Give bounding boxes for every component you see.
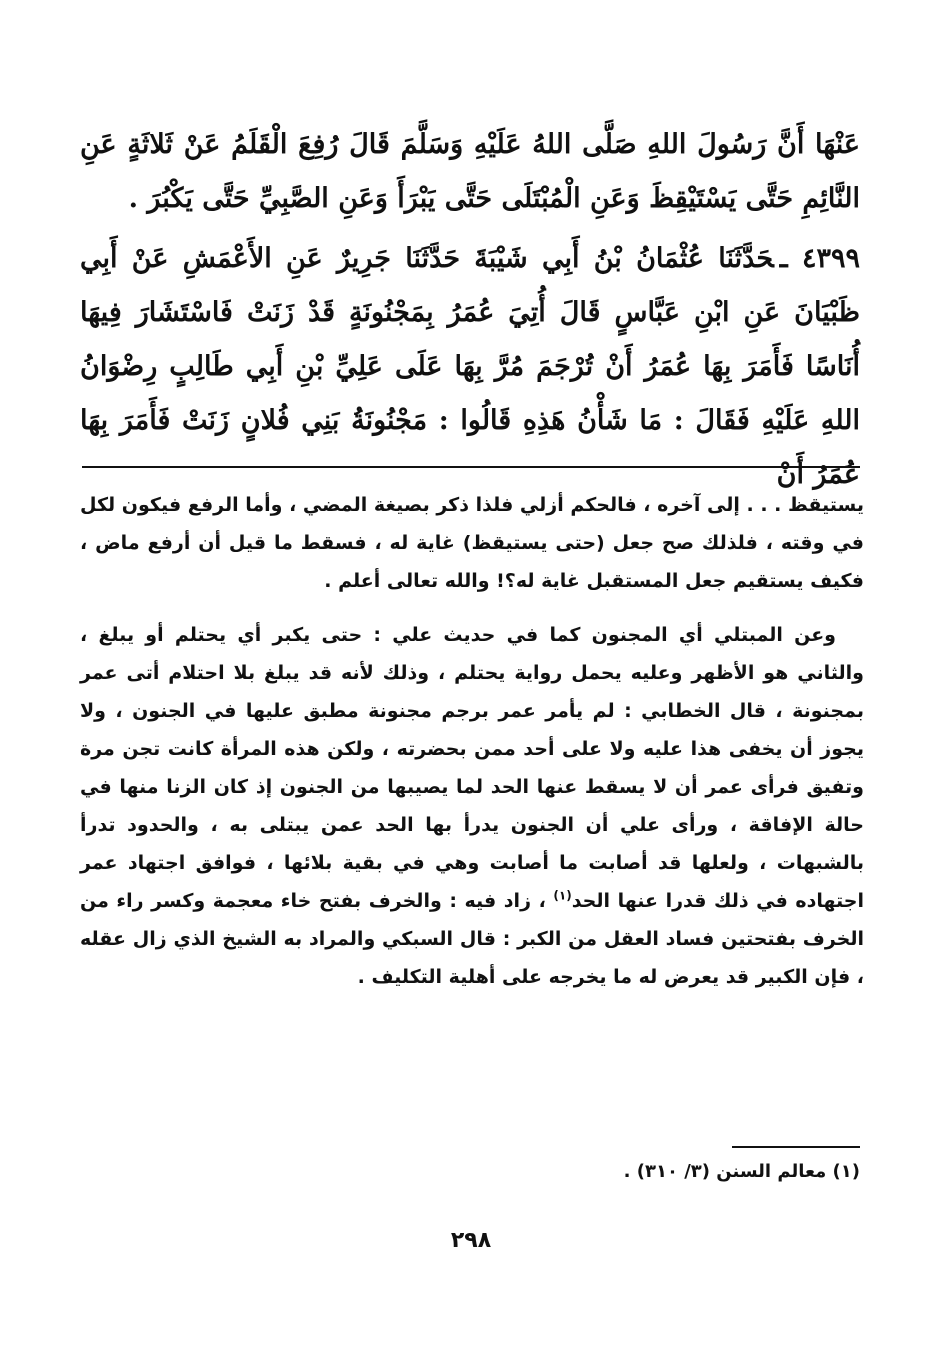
footnote-separator-line: [732, 1146, 860, 1148]
commentary-text: [80, 486, 864, 996]
footnote-reference: (١): [553, 888, 572, 903]
hadith-paragraph-2-text: حَدَّثَنَا عُثْمَانُ بْنُ أَبِي شَيْبَةَ حَدَّثَنَا جَرِيرٌ عَنِ الأَعْمَشِ عَنْ أَبِي ظَبْيَانَ عَنِ ابْنِ عَبَّاسٍ قَالَ أُتِيَ عُمَرُ بِمَجْنُونَةٍ قَدْ زَنَتْ فَاسْتَشَارَ فِيهَا أُنَاسًا فَأَمَرَ بِهَا عُمَرُ أَنْ تُرْجَمَ مُرَّ بِهَا عَلَى عَلِيِّ بْنِ أَبِي طَالِبٍ رِضْوَانُ اللهِ عَلَيْهِ فَقَالَ : مَا شَأْنُ هَذِهِ قَالُوا : مَجْنُونَةُ بَنِي فُلانٍ زَنَتْ فَأَمَرَ بِهَا عُمَرُ أَنْ: [80, 243, 860, 490]
hadith-paragraph-2: [80, 232, 860, 502]
page-number: ٢٩٨: [450, 1228, 492, 1253]
commentary-paragraph-2-part-1: وعن المبتلي أي المجنون كما في حديث علي : حتى يكبر أي يحتلم أو يبلغ ، والثاني هو الأظهر وعليه يحمل رواية يحتلم ، وذلك لأنه قد يبلغ بلا احتلام أتى عمر بمجنونة ، قال الخطابي : لم يأمر عمر برجم مجنونة مطبق عليها في الجنون ، ولا يجوز أن يخفى هذا عليه ولا على أحد ممن بحضرته ، ولكن هذه المرأة كانت تجن مرة وتفيق فرأى عمر أن لا يسقط عنها الحد لما يصيبها من الجنون إذ كان الزنا منها في حالة الإفاقة ، ورأى علي أن الجنون يدرأ بها الحد عمن يبتلى به ، والحدود تدرأ بالشبهات ، ولعلها قد أصابت ما أصابت وهي في بقية بلائها ، فوافق اجتهاد عمر اجتهاده في ذلك قدرا عنها الحد: [80, 624, 865, 912]
hadith-main-text: [80, 118, 860, 502]
hadith-paragraph-1: عَنْهَا أَنَّ رَسُولَ اللهِ صَلَّى اللهُ عَلَيْهِ وَسَلَّمَ قَالَ رُفِعَ الْقَلَمُ عَنْ ثَلاثَةٍ عَنِ النَّائِمِ حَتَّى يَسْتَيْقِظَ وَعَنِ الْمُبْتَلَى حَتَّى يَبْرَأَ وَعَنِ الصَّبِيِّ حَتَّى يَكْبُرَ .: [80, 129, 860, 214]
hadith-number: ٤٣٩٩ ـ: [779, 243, 860, 274]
footnote: (١) معالم السنن (٣/ ٣١٠) .: [623, 1161, 860, 1182]
commentary-paragraph-2: [80, 616, 864, 996]
commentary-paragraph-1: يستيقظ . . . إلى آخره ، فالحكم أزلي فلذا ذكر بصيغة المضي ، وأما الرفع فيكون لكل في وقته ، فلذلك صح جعل (حتى يستيقظ) غاية له ، فسقط ما قيل أن أرفع ماض ، فكيف يستقيم جعل المستقبل غاية له؟! والله تعالى أعلم .: [80, 494, 864, 592]
commentary-paragraph-2-part-2: ، زاد فيه : والخرف بفتح خاء معجمة وكسر راء من الخرف بفتحتين فساد العقل من الكبر : قال السبكي والمراد به الشيخ الذي زال عقله ، فإن الكبير قد يعرض له ما يخرجه على أهلية التكليف .: [80, 890, 864, 988]
text-separator-line: [82, 466, 860, 468]
